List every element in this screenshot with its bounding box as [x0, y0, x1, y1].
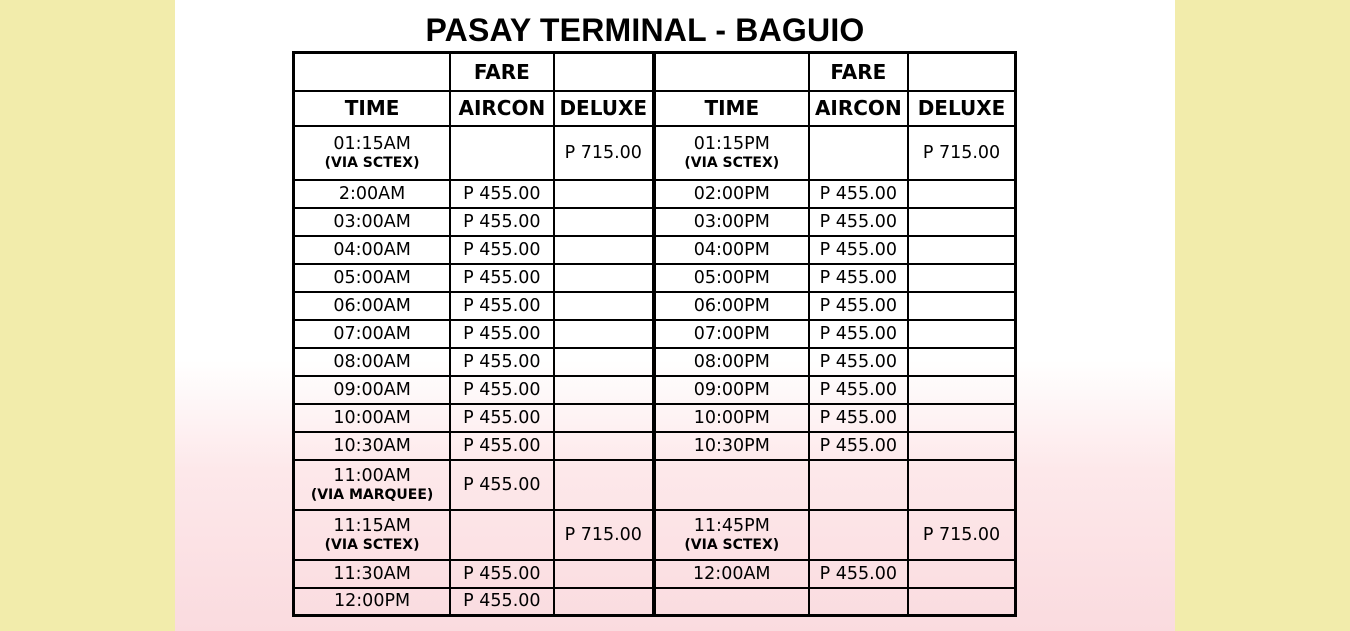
schedule-table: [292, 51, 1017, 617]
table-row: [294, 320, 1016, 348]
aircon-fare-cell: P 455.00: [450, 376, 553, 404]
deluxe-fare-cell: P 715.00: [554, 510, 654, 560]
aircon-fare-cell: [809, 460, 908, 510]
time-cell: [294, 126, 451, 180]
time-cell: [654, 320, 809, 348]
header-blank: [294, 53, 451, 91]
deluxe-fare-cell: [554, 292, 654, 320]
aircon-fare-cell: P 455.00: [450, 208, 553, 236]
header-fare: FARE: [450, 53, 553, 91]
departure-time: 11:15AM: [333, 515, 411, 536]
deluxe-fare-cell: [908, 208, 1015, 236]
time-cell: [654, 376, 809, 404]
aircon-fare-cell: P 455.00: [809, 208, 908, 236]
aircon-fare-cell: P 455.00: [450, 236, 553, 264]
deluxe-fare-cell: [554, 236, 654, 264]
time-cell: [294, 236, 451, 264]
time-cell: [294, 560, 451, 588]
aircon-fare-cell: P 455.00: [809, 376, 908, 404]
table-row: [294, 432, 1016, 460]
table-row: [294, 510, 1016, 560]
table-row: [294, 208, 1016, 236]
deluxe-fare-cell: [908, 376, 1015, 404]
departure-time: 05:00PM: [693, 267, 770, 288]
time-cell: [654, 292, 809, 320]
aircon-fare-cell: P 455.00: [809, 292, 908, 320]
departure-time: 07:00PM: [693, 323, 770, 344]
time-cell: [294, 208, 451, 236]
departure-time: 12:00PM: [334, 591, 411, 612]
time-cell: [294, 320, 451, 348]
deluxe-fare-cell: [554, 560, 654, 588]
deluxe-fare-cell: [908, 320, 1015, 348]
deluxe-fare-cell: P 715.00: [554, 126, 654, 180]
header-fare: FARE: [809, 53, 908, 91]
departure-time: 01:15PM: [693, 133, 770, 154]
deluxe-fare-cell: [908, 460, 1015, 510]
aircon-fare-cell: P 455.00: [450, 348, 553, 376]
deluxe-fare-cell: [908, 432, 1015, 460]
route-note: (VIA SCTEX): [324, 536, 420, 553]
departure-time: 10:00PM: [693, 407, 770, 428]
departure-time: 09:00AM: [333, 379, 411, 400]
table-row: [294, 588, 1016, 616]
aircon-fare-cell: [809, 126, 908, 180]
deluxe-fare-cell: P 715.00: [908, 126, 1015, 180]
header-blank: [908, 53, 1015, 91]
deluxe-fare-cell: [554, 404, 654, 432]
time-cell: [654, 126, 809, 180]
time-cell: [654, 560, 809, 588]
header-row-columns: [294, 91, 1016, 126]
aircon-fare-cell: P 455.00: [809, 320, 908, 348]
time-cell: [294, 264, 451, 292]
table-row: [294, 236, 1016, 264]
route-note: (VIA SCTEX): [324, 154, 420, 171]
deluxe-fare-cell: [554, 180, 654, 208]
deluxe-fare-cell: [554, 208, 654, 236]
departure-time: 06:00PM: [693, 295, 770, 316]
departure-time: 02:00PM: [693, 183, 770, 204]
aircon-fare-cell: [809, 588, 908, 616]
departure-time: 12:00AM: [693, 563, 771, 584]
departure-time: 10:30PM: [693, 435, 770, 456]
table-row: [294, 180, 1016, 208]
time-cell: [654, 348, 809, 376]
deluxe-fare-cell: [908, 264, 1015, 292]
time-cell: [294, 376, 451, 404]
departure-time: 03:00PM: [693, 211, 770, 232]
aircon-fare-cell: P 455.00: [450, 588, 553, 616]
time-cell: [654, 180, 809, 208]
table-row: [294, 560, 1016, 588]
page-title: PASAY TERMINAL - BAGUIO: [425, 12, 865, 48]
deluxe-fare-cell: [554, 348, 654, 376]
deluxe-fare-cell: [554, 588, 654, 616]
deluxe-fare-cell: [554, 264, 654, 292]
aircon-fare-cell: P 455.00: [809, 180, 908, 208]
departure-time: 01:15AM: [333, 133, 411, 154]
table-row: [294, 126, 1016, 180]
departure-time: 03:00AM: [333, 211, 411, 232]
aircon-fare-cell: P 455.00: [450, 180, 553, 208]
aircon-fare-cell: P 455.00: [809, 560, 908, 588]
header-aircon: AIRCON: [809, 91, 908, 126]
time-cell: [294, 510, 451, 560]
departure-time: 11:45PM: [693, 515, 770, 536]
header-blank: [554, 53, 654, 91]
departure-time: 2:00AM: [338, 183, 406, 204]
time-cell: [294, 432, 451, 460]
route-note: (VIA MARQUEE): [310, 486, 434, 503]
aircon-fare-cell: P 455.00: [809, 432, 908, 460]
time-cell: [294, 460, 451, 510]
table-row: [294, 460, 1016, 510]
departure-time: 11:00AM: [333, 465, 411, 486]
departure-time: 08:00AM: [333, 351, 411, 372]
deluxe-fare-cell: [908, 560, 1015, 588]
time-cell: [294, 348, 451, 376]
departure-time: 10:30AM: [333, 435, 411, 456]
aircon-fare-cell: P 455.00: [450, 320, 553, 348]
aircon-fare-cell: P 455.00: [450, 404, 553, 432]
schedule-body: [294, 126, 1016, 616]
header-time: TIME: [294, 91, 451, 126]
departure-time: 11:30AM: [333, 563, 411, 584]
table-row: [294, 404, 1016, 432]
header-row-fare: [294, 53, 1016, 91]
time-cell: [654, 264, 809, 292]
header-aircon: AIRCON: [450, 91, 553, 126]
deluxe-fare-cell: [908, 404, 1015, 432]
header-deluxe: DELUXE: [908, 91, 1015, 126]
time-cell: [654, 432, 809, 460]
table-row: [294, 264, 1016, 292]
route-note: (VIA SCTEX): [684, 154, 780, 171]
time-cell: [294, 180, 451, 208]
time-cell: [294, 588, 451, 616]
aircon-fare-cell: P 455.00: [809, 404, 908, 432]
aircon-fare-cell: [809, 510, 908, 560]
departure-time: 07:00AM: [333, 323, 411, 344]
aircon-fare-cell: [450, 510, 553, 560]
departure-time: 04:00PM: [693, 239, 770, 260]
aircon-fare-cell: P 455.00: [450, 560, 553, 588]
route-note: (VIA SCTEX): [684, 536, 780, 553]
time-cell: [654, 236, 809, 264]
deluxe-fare-cell: [908, 236, 1015, 264]
deluxe-fare-cell: [554, 460, 654, 510]
table-row: [294, 292, 1016, 320]
deluxe-fare-cell: [908, 588, 1015, 616]
aircon-fare-cell: P 455.00: [809, 348, 908, 376]
header-blank: [654, 53, 809, 91]
departure-time: 06:00AM: [333, 295, 411, 316]
departure-time: 09:00PM: [693, 379, 770, 400]
departure-time: 05:00AM: [333, 267, 411, 288]
table-row: [294, 348, 1016, 376]
time-cell: [654, 510, 809, 560]
time-cell: [654, 588, 809, 616]
aircon-fare-cell: P 455.00: [450, 432, 553, 460]
deluxe-fare-cell: P 715.00: [908, 510, 1015, 560]
aircon-fare-cell: [450, 126, 553, 180]
header-time: TIME: [654, 91, 809, 126]
aircon-fare-cell: P 455.00: [809, 264, 908, 292]
time-cell: [654, 404, 809, 432]
departure-time: 08:00PM: [693, 351, 770, 372]
aircon-fare-cell: P 455.00: [450, 292, 553, 320]
table-row: [294, 376, 1016, 404]
deluxe-fare-cell: [908, 180, 1015, 208]
deluxe-fare-cell: [554, 432, 654, 460]
time-cell: [654, 460, 809, 510]
aircon-fare-cell: P 455.00: [809, 236, 908, 264]
departure-time: 04:00AM: [333, 239, 411, 260]
deluxe-fare-cell: [554, 320, 654, 348]
departure-time: 10:00AM: [333, 407, 411, 428]
deluxe-fare-cell: [908, 348, 1015, 376]
aircon-fare-cell: P 455.00: [450, 460, 553, 510]
deluxe-fare-cell: [908, 292, 1015, 320]
time-cell: [294, 292, 451, 320]
header-deluxe: DELUXE: [554, 91, 654, 126]
time-cell: [294, 404, 451, 432]
time-cell: [654, 208, 809, 236]
aircon-fare-cell: P 455.00: [450, 264, 553, 292]
deluxe-fare-cell: [554, 376, 654, 404]
